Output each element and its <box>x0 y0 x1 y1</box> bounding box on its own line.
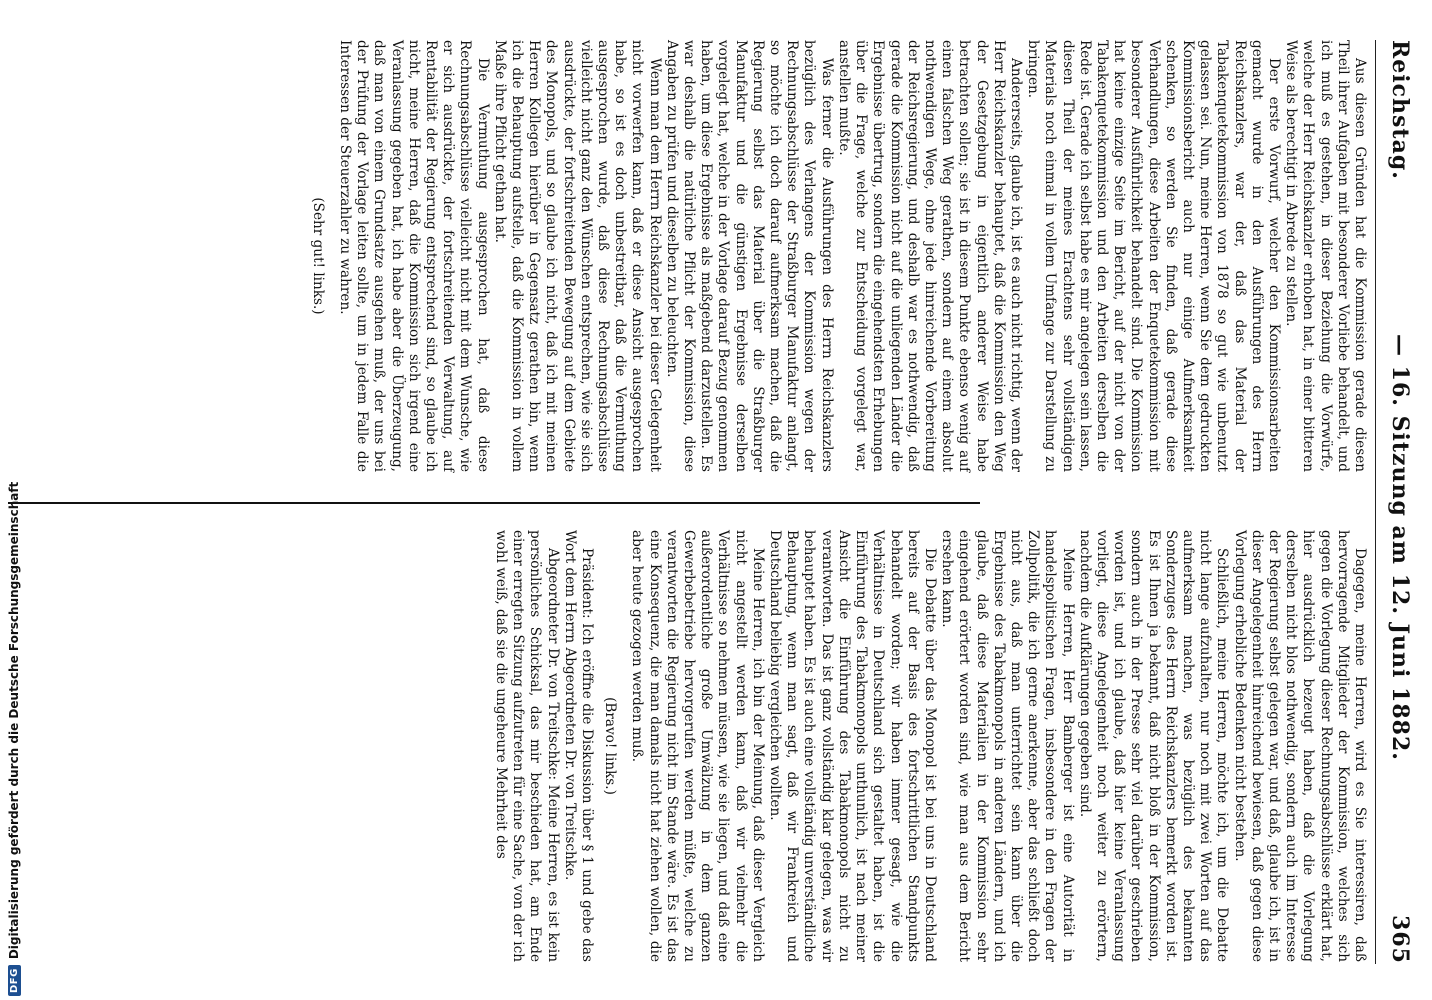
header-left: Reichstag. <box>1387 40 1413 180</box>
paragraph: Was ferner die Ausführungen des Herrn Reichskanzlers bezüglich des Verlangens der Kommission wegen der Rechnungsabschlüsse der Straßburger Manufaktur anlangt, so möchte ich doch darauf aufmerksam machen, daß die Regierung selbst das Material über die Straßburger Manufaktur und die günstigen Ergebnisse derselben vorgelegt hat, welche in der Vorlage darauf Bezug genommen haben, um diese Ergebnisse als maßgebend darzustellen. Es war deshalb die natürliche Pflicht der Kommission, diese Angaben zu prüfen und dieselben zu beleuchten. <box>663 40 835 472</box>
left-column <box>303 40 1368 472</box>
paragraph: Meine Herren, ich bin der Meinung, daß dieser Vergleich nicht angestellt werden kann, daß wir vielmehr die Verhältnisse so nehmen müssen, wie sie liegen, und daß eine außerordentliche große Umwälzung in dem ganzen Gewerbebetriebe hervorgerufen werden müßte, welche zu verantworten die Regierung nicht im Stande wäre. Es ist das eine Konsequenz, die man damals nicht hat ziehen wollen, die aber heute gezogen werden muß. <box>629 530 766 962</box>
header-title: — 16. Sitzung am 12. Juni 1882. <box>1387 333 1413 761</box>
paragraph: Dagegen, meine Herren, wird es Sie interessiren, daß hervorragende Mitglieder der Kommission, welches sich gegen die Vorlegung dieser Rechnungsabschlüsse erklärt hat, hier ausdrücklich bezeugt haben, daß die Vorlegung derselben nicht blos nothwendig, sondern auch im Interesse der Regierung selbst gelegen war, und daß, glaube ich, ist in dieser Angelegenheit hinreichend bewiesen, daß gegen diese Vorlegung erhebliche Bedenken nicht bestehen. <box>1231 530 1368 962</box>
paragraph: Aus diesen Gründen hat die Kommission gerade diesen Theil ihrer Aufgaben mit besonderer Vorliebe behandelt, und ich muß es gestehen, in dieser Beziehung die Vorwürfe, welche der Herr Reichskanzler erhoben hat, in einer bitteren Weise als berechtigt in Abrede zu stellen. <box>1283 40 1368 472</box>
right-column <box>492 530 1368 962</box>
paragraph: Wenn man dem Herrn Reichskanzler bei dieser Gelegenheit nicht vorwerfen kann, daß er diese Ansicht ausgesprochen habe, so ist es doch unbestreitbar, daß die Vermuthung ausgesprochen wurde, daß diese Rechnungsabschlüsse vielleicht nicht ganz den Wünschen entsprechen, wie sie sich ausdrückte, der fortschreitenden Bewegung auf dem Gebiete des Monopols, und so glaube ich nicht, daß ich mit meinen Herren Kollegen hierüber in Gegensatz gerathen bin, wenn ich die Behauptung aufstelle, daß die Kommission in vollem Maße ihre Pflicht gethan hat. <box>491 40 663 472</box>
paragraph: Meine Herren, Herr Bamberger ist eine Autorität in handelspolitischen Fragen, insbesondere in den Fragen der Zollpolitik, die ich gerne anerkenne, aber das schließt doch nicht aus, daß man unterrichtet sein kann über die Ergebnisse des Tabakmonopols in anderen Ländern, und ich glaube, daß diese Materialien in der Kommission sehr eingehend erörtert worden sind, wie man aus dem Bericht ersehen kann. <box>939 530 1076 962</box>
dfg-credit <box>4 0 24 996</box>
footer-strip <box>0 0 24 1000</box>
paragraph: Abgeordneter Dr. von Treitschke: Meine Herren, es ist kein persönliches Schicksal, das mir beschieden hat, am Ende einer erregten Sitzung aufzutreten für eine Sache, von der ich wohl weiß, daß sie die ungeheure Mehrheit des <box>493 530 561 962</box>
paragraph: Die Debatte über das Monopol ist bei uns in Deutschland bereits auf der Basis des fortschrittlichen Standpunkts behandelt worden; wir haben immer gesagt, wie die Verhältnisse in Deutschland sich gestaltet haben, ist die Einführung des Tabakmonopols unthunlich, ist nach meiner Ansicht die Einführung des Tabakmonopols nicht zu verantworten. Das ist ganz vollständig klar gelegen, was wir behauptet haben. Es ist auch eine vollständig unverständliche Behauptung, wenn man sagt, daß wir Frankreich und Deutschland beliebig vergleichen wollten. <box>767 530 938 962</box>
paragraph: Der erste Vorwurf, welcher den Kommissionsarbeiten gemacht wurde in den Ausführungen des Herrn Reichskanzlers, war der, daß das Material der Tabakenquetekommission von 1878 so gut wie unbenutzt gelassen sei. Nun, meine Herren, wenn Sie dem gedruckten Kommissionsbericht auch nur einige Aufmerksamkeit schenken, so werden Sie finden, daß gerade diese Verhandlungen, diese Arbeiten der Enquetekommission mit besonderer Ausführlichkeit behandelt sind. Die Kommission hat keine einzige Seite im Bericht, auf der nicht von der Tabakenquetekommission und den Arbeiten derselben die Rede ist. Gerade ich selbst habe es mir angelegen sein lassen, diesen Theil der meines Erachtens sehr vollständigen Materials noch einmal in vollem Umfange zur Darstellung zu bringen. <box>1025 40 1282 472</box>
paragraph: Schließlich, meine Herren, möchte ich, um die Debatte nicht lange aufzuhalten, nur noch mit zwei Worten auf das aufmerksam machen, was bezüglich des bekannten Sonderzuges des Herrn Reichskanzlers bemerkt worden ist. Es ist Ihnen ja bekannt, daß nicht bloß in der Kommission, sondern auch in der Presse sehr viel darüber geschrieben worden ist, und ich glaube, daß hier keine Veranlassung vorliegt, diese Angelegenheit noch weiter zu erörtern, nachdem die Aufklärungen gegeben sind. <box>1076 530 1231 962</box>
page-number: 365 <box>1387 915 1413 964</box>
paragraph: Andererseits, glaube ich, ist es auch nicht richtig, wenn der Herr Reichskanzler behauptet, daß die Kommission den Weg der Gesetzgebung in eigentlich anderer Weise habe betrachten sollen; sie ist in diesem Punkte ebenso wenig auf einen falschen Weg gerathen, sondern auf einem absolut nothwendigen Wege, ohne jede hinreichende Vorbereitung der Reichsregierung, und deshalb war es nothwendig, daß gerade die Kommission nicht auf die unliegenden Länder die Ergebnisse übertrug, sondern die eingehendsten Erhebungen über die Frage, welche zur Entscheidung vorgelegt war, anstellen mußte. <box>835 40 1024 472</box>
dfg-logo-icon: DFG <box>8 965 21 996</box>
paragraph: Präsident: Ich eröffne die Diskussion über § 1 und gebe das Wort dem Herrn Abgeordneten Dr. von Treitschke. <box>561 530 596 962</box>
interjection: (Bravo! links.) <box>602 697 619 795</box>
credit-text: Digitalisierung gefördert durch die Deutsche Forschungsgemeinschaft <box>7 481 21 960</box>
page-header <box>1375 40 1424 964</box>
interjection: (Sehr gut! links.) <box>309 197 326 315</box>
column-divider <box>8 502 980 504</box>
paragraph: Die Vermuthung ausgesprochen hat, daß diese Rechnungsabschlüsse vielleicht nicht mit dem Wunsche, wie er sich ausdrückte, der fortschreitenden Verwaltung, auf Rentabilität der Regierung entsprechend sind, so glaube ich nicht, meine Herren, daß die Kommission sich irgend eine Veranlassung gegeben hat, ich habe aber die Überzeugung, daß man von einem Grundsatze ausgehen muß, der uns bei der Prüfung der Vorlage leiten sollte, um in jedem Falle die Interessen der Steuerzahler zu wahren. <box>337 40 491 472</box>
